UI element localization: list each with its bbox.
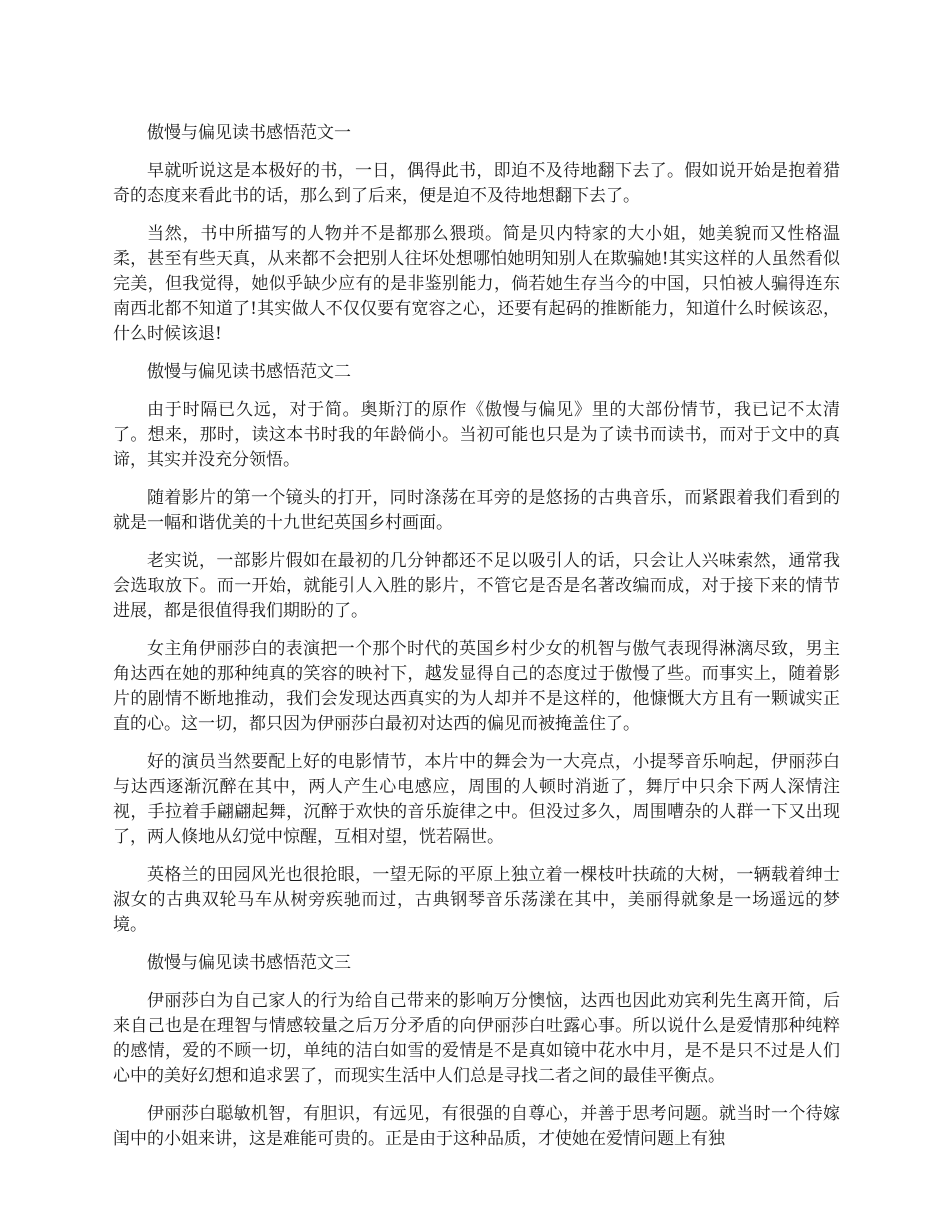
paragraph: 女主角伊丽莎白的表演把一个那个时代的英国乡村少女的机智与傲气表现得淋漓尽致，男主角达西在她的那种纯真的笑容的映衬下，越发显得自己的态度过于傲慢了些。而事实上，随着影片的剧情不断地推动，我们会发现达西真实的为人却并不是这样的，他慷慨大方且有一颗诚实正直的心。这一切，都只因为伊丽莎白最初对达西的偏见而被掩盖住了。 (113, 639, 840, 734)
document-page (113, 121, 840, 1165)
section-title-1: 傲慢与偏见读书感悟范文一 (147, 123, 351, 143)
paragraph: 老实说，一部影片假如在最初的几分钟都还不足以吸引人的话，只会让人兴味索然，通常我会选取放下。而一开始，就能引人入胜的影片，不管它是否是名著改编而成，对于接下来的情节进展，都是很值得我们期盼的了。 (113, 551, 840, 621)
paragraph: 英格兰的田园风光也很抢眼，一望无际的平原上独立着一棵枝叶扶疏的大树，一辆载着绅士淑女的古典双轮马车从树旁疾驰而过，古典钢琴音乐荡漾在其中，美丽得就象是一场遥远的梦境。 (113, 865, 840, 935)
paragraph: 当然，书中所描写的人物并不是都那么猥琐。简是贝内特家的大小姐，她美貌而又性格温柔，甚至有些天真，从来都不会把别人往坏处想哪怕她明知别人在欺骗她!其实这样的人虽然看似完美，但我觉得，她似乎缺少应有的是非鉴别能力，倘若她生存当今的中国，只怕被人骗得连东南西北都不知道了!其实做人不仅仅要有宽容之心，还要有起码的推断能力，知道什么时候该忍，什么时候该退! (113, 224, 840, 344)
paragraph: 伊丽莎白聪敏机智，有胆识，有远见，有很强的自尊心，并善于思考问题。就当时一个待嫁闺中的小姐来讲，这是难能可贵的。正是由于这种品质，才使她在爱情问题上有独 (113, 1104, 840, 1149)
paragraph: 好的演员当然要配上好的电影情节，本片中的舞会为一大亮点，小提琴音乐响起，伊丽莎白与达西逐渐沉醉在其中，两人产生心电感应，周围的人顿时消逝了，舞厅中只余下两人深情注视，手拉着手翩翩起舞，沉醉于欢快的音乐旋律之中。但没过多久，周围嘈杂的人群一下又出现了，两人倏地从幻觉中惊醒，互相对望，恍若隔世。 (113, 752, 840, 847)
paragraph: 随着影片的第一个镜头的打开，同时涤荡在耳旁的是悠扬的古典音乐，而紧跟着我们看到的就是一幅和谐优美的十九世纪英国乡村画面。 (113, 488, 840, 533)
paragraph: 由于时隔已久远，对于简。奥斯汀的原作《傲慢与偏见》里的大部份情节，我已记不太清了。想来，那时，读这本书时我的年龄倘小。当初可能也只是为了读书而读书，而对于文中的真谛，其实并没充分领悟。 (113, 400, 840, 470)
section-title-3: 傲慢与偏见读书感悟范文三 (147, 953, 351, 973)
paragraph: 伊丽莎白为自己家人的行为给自己带来的影响万分懊恼，达西也因此劝宾利先生离开简，后来自己也是在理智与情感较量之后万分矛盾的向伊丽莎白吐露心事。所以说什么是爱情那种纯粹的感情，爱的不顾一切，单纯的洁白如雪的爱情是不是真如镜中花水中月，是不是只不过是人们心中的美好幻想和追求罢了，而现实生活中人们总是寻找二者之间的最佳平衡点。 (113, 991, 840, 1086)
section-title-2: 傲慢与偏见读书感悟范文二 (147, 362, 351, 382)
paragraph: 早就听说这是本极好的书，一日，偶得此书，即迫不及待地翻下去了。假如说开始是抱着猎奇的态度来看此书的话，那么到了后来，便是迫不及待地想翻下去了。 (113, 161, 840, 206)
